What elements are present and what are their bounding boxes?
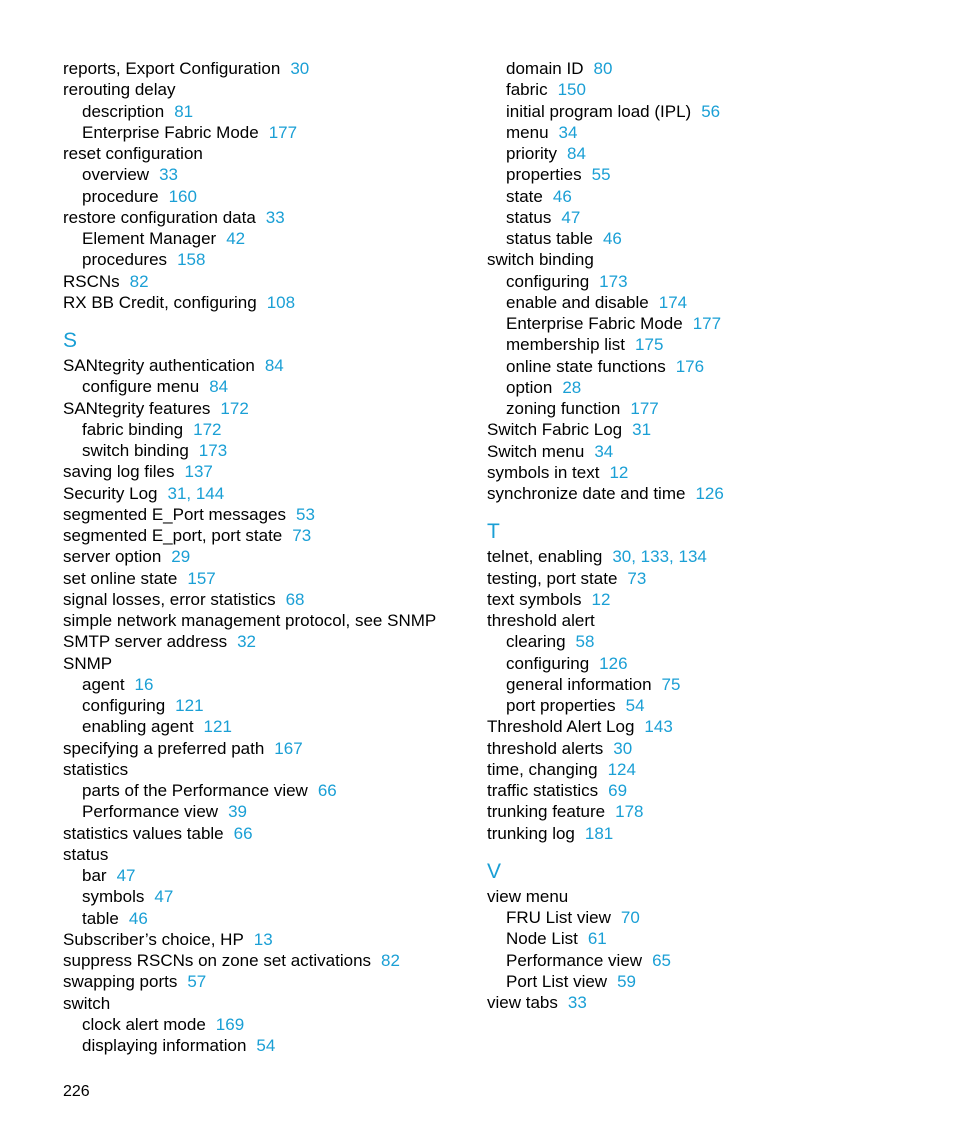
index-subentry bbox=[487, 631, 897, 652]
page-reference-link[interactable]: 61 bbox=[587, 929, 607, 949]
index-subentry bbox=[63, 674, 473, 695]
entry-term: server option bbox=[63, 547, 162, 567]
entry-term: specifying a preferred path bbox=[63, 738, 265, 758]
entry-term: reset configuration bbox=[63, 144, 203, 163]
entry-term: switch binding bbox=[82, 441, 189, 460]
page-reference-link[interactable]: 34 bbox=[558, 122, 578, 142]
page-reference-link[interactable]: 33 bbox=[567, 993, 587, 1012]
page-reference-link[interactable]: 70 bbox=[620, 908, 640, 927]
entry-term: RSCNs bbox=[63, 271, 120, 291]
index-subentry bbox=[63, 780, 473, 801]
entry-term: configuring bbox=[506, 271, 590, 291]
entry-term: enabling agent bbox=[82, 717, 194, 737]
page-reference-link[interactable]: 16 bbox=[134, 674, 154, 694]
page-reference-link[interactable]: 13 bbox=[253, 929, 273, 949]
page-reference-link[interactable]: 29 bbox=[171, 547, 191, 567]
page-reference-link[interactable]: 54 bbox=[625, 696, 645, 715]
index-entry bbox=[487, 568, 897, 589]
page-reference-link[interactable]: 34 bbox=[594, 441, 614, 461]
entry-term: threshold alert bbox=[487, 611, 595, 630]
index-subentry bbox=[487, 313, 897, 334]
entry-term: description bbox=[82, 101, 165, 121]
index-entry bbox=[487, 546, 897, 567]
entry-term: status bbox=[506, 207, 552, 227]
entry-term: restore configuration data bbox=[63, 207, 256, 227]
index-entry bbox=[63, 738, 473, 759]
entry-term: configure menu bbox=[82, 377, 200, 397]
index-entry bbox=[63, 58, 473, 79]
index-entry bbox=[63, 143, 473, 164]
index-entry bbox=[487, 801, 897, 822]
page-reference-link[interactable]: 172 bbox=[220, 398, 249, 418]
entry-term: testing, port state bbox=[487, 568, 618, 588]
page-reference-link[interactable]: 12 bbox=[591, 589, 611, 609]
entry-term: set online state bbox=[63, 568, 178, 588]
index-subentry bbox=[63, 228, 473, 249]
index-subentry bbox=[63, 164, 473, 185]
index-subentry bbox=[63, 440, 473, 461]
entry-term: symbols bbox=[82, 887, 145, 907]
page-reference-link[interactable]: 108 bbox=[266, 292, 296, 312]
entry-term: SANtegrity features bbox=[63, 398, 211, 418]
index-subentry bbox=[63, 865, 473, 886]
index-entry bbox=[63, 546, 473, 567]
entry-term: agent bbox=[82, 674, 125, 694]
entry-term: procedure bbox=[82, 186, 159, 206]
index-subentry bbox=[487, 950, 897, 971]
entry-term: Node List bbox=[506, 929, 578, 949]
page-reference-link[interactable]: 68 bbox=[285, 589, 305, 609]
entry-term: table bbox=[82, 908, 119, 928]
index-entry bbox=[63, 631, 473, 652]
page-reference-link[interactable]: 82 bbox=[381, 951, 400, 970]
page-reference-link[interactable]: 84 bbox=[209, 377, 229, 397]
index-entry bbox=[63, 355, 473, 376]
index-entry bbox=[63, 461, 473, 482]
index-subentry bbox=[487, 79, 897, 100]
index-entry bbox=[63, 525, 473, 546]
index-entry bbox=[487, 716, 897, 737]
page-reference-link[interactable]: 28 bbox=[562, 377, 582, 397]
page-reference-link[interactable]: 33 bbox=[265, 207, 285, 227]
index-entry bbox=[63, 398, 473, 419]
entry-term: enable and disable bbox=[506, 292, 649, 312]
entry-term: telnet, enabling bbox=[487, 547, 603, 567]
entry-term: clearing bbox=[506, 632, 566, 652]
index-subentry bbox=[63, 101, 473, 122]
page-reference-link[interactable]: 53 bbox=[296, 504, 315, 524]
index-subentry bbox=[487, 143, 897, 164]
entry-term: general information bbox=[506, 674, 652, 694]
index-entry bbox=[63, 271, 473, 292]
entry-term: Performance view bbox=[82, 802, 219, 822]
page-reference-link[interactable]: 181 bbox=[584, 823, 614, 843]
page-reference-link[interactable]: 65 bbox=[652, 950, 671, 970]
entry-term: configuring bbox=[506, 653, 590, 673]
entry-term: Performance view bbox=[506, 950, 643, 970]
page-reference-link[interactable]: 66 bbox=[233, 823, 253, 843]
index-entry bbox=[487, 780, 897, 801]
entry-term: state bbox=[506, 186, 543, 206]
page-reference-link[interactable]: 47 bbox=[116, 866, 136, 885]
entry-term: configuring bbox=[82, 696, 166, 715]
page-reference-link[interactable]: 176 bbox=[675, 356, 705, 376]
index-entry bbox=[63, 653, 473, 674]
page-reference-link[interactable]: 81 bbox=[174, 101, 194, 121]
index-column-right bbox=[487, 58, 897, 1013]
index-subentry bbox=[487, 122, 897, 143]
index-subentry bbox=[487, 101, 897, 122]
index-subentry bbox=[63, 419, 473, 440]
page-reference-link[interactable]: 73 bbox=[627, 568, 647, 588]
index-entry bbox=[63, 950, 473, 971]
page-reference-link[interactable]: 39 bbox=[228, 802, 247, 822]
index-subentry bbox=[487, 334, 897, 355]
entry-term: initial program load (IPL) bbox=[506, 101, 692, 121]
page-reference-link[interactable]: 124 bbox=[607, 759, 636, 779]
section-letter: T bbox=[487, 520, 500, 544]
index-entry bbox=[487, 610, 897, 631]
page-reference-link[interactable]: 121 bbox=[175, 696, 204, 715]
section-letter: V bbox=[487, 859, 502, 883]
entry-term: switch bbox=[63, 993, 111, 1013]
index-subentry bbox=[63, 1014, 473, 1035]
page-reference-link[interactable]: 57 bbox=[187, 972, 207, 992]
entry-term: Enterprise Fabric Mode bbox=[82, 122, 259, 142]
page-reference-link[interactable]: 12 bbox=[609, 462, 629, 482]
index-subentry bbox=[487, 907, 897, 928]
index-entry bbox=[63, 589, 473, 610]
page-reference-link[interactable]: 46 bbox=[552, 186, 572, 206]
index-subentry bbox=[487, 207, 897, 228]
index-entry bbox=[63, 759, 473, 780]
index-entry bbox=[487, 992, 897, 1013]
page-reference-link[interactable]: 30 bbox=[290, 59, 310, 78]
entry-term: suppress RSCNs on zone set activations bbox=[63, 951, 372, 970]
index-subentry bbox=[487, 971, 897, 992]
page-reference-link[interactable]: 137 bbox=[184, 462, 213, 482]
entry-term: segmented E_Port messages bbox=[63, 504, 287, 524]
index-entry bbox=[63, 292, 473, 313]
entry-term: text symbols bbox=[487, 589, 582, 609]
index-entry bbox=[487, 483, 897, 504]
entry-term: segmented E_port, port state bbox=[63, 526, 283, 545]
index-subentry bbox=[487, 228, 897, 249]
index-entry bbox=[63, 929, 473, 950]
page-reference-link[interactable]: 56 bbox=[701, 101, 721, 121]
index-subentry bbox=[487, 186, 897, 207]
entry-term: switch binding bbox=[487, 250, 594, 270]
index-entry bbox=[487, 759, 897, 780]
entry-term: view tabs bbox=[487, 993, 558, 1012]
index-subentry bbox=[487, 356, 897, 377]
page-reference-link[interactable]: 66 bbox=[317, 781, 337, 800]
index-entry bbox=[63, 610, 473, 631]
page-reference-link[interactable]: 55 bbox=[591, 165, 611, 185]
index-subentry bbox=[63, 1035, 473, 1056]
entry-term: Security Log bbox=[63, 483, 158, 503]
page-reference-link[interactable]: 84 bbox=[264, 356, 284, 375]
entry-term: Enterprise Fabric Mode bbox=[506, 314, 683, 333]
page-reference-link[interactable]: 173 bbox=[198, 441, 228, 460]
page-reference-link[interactable]: 46 bbox=[602, 229, 622, 248]
index-entry bbox=[63, 568, 473, 589]
index-subentry bbox=[63, 908, 473, 929]
page-reference-link[interactable]: 177 bbox=[692, 314, 722, 333]
entry-term: membership list bbox=[506, 335, 626, 355]
index-subentry bbox=[487, 58, 897, 79]
entry-term: online state functions bbox=[506, 356, 666, 376]
page-reference-link[interactable]: 31, 144 bbox=[167, 483, 225, 503]
page-reference-link[interactable]: 32 bbox=[237, 632, 256, 652]
entry-term: option bbox=[506, 377, 553, 397]
page-reference-link[interactable]: 58 bbox=[575, 632, 595, 652]
index-subentry bbox=[487, 695, 897, 716]
entry-term: SANtegrity authentication bbox=[63, 356, 255, 375]
entry-term: Subscriber’s choice, HP bbox=[63, 929, 244, 949]
page-reference-link[interactable]: 73 bbox=[292, 526, 312, 545]
entry-term: fabric binding bbox=[82, 419, 184, 439]
index-entry bbox=[487, 589, 897, 610]
index-subentry bbox=[63, 122, 473, 143]
index-entry bbox=[487, 462, 897, 483]
page-reference-link[interactable]: 172 bbox=[193, 419, 222, 439]
index-subentry bbox=[487, 928, 897, 949]
entry-term: displaying information bbox=[82, 1036, 247, 1055]
page-reference-link[interactable]: 173 bbox=[599, 271, 628, 291]
entry-term: domain ID bbox=[506, 59, 584, 78]
index-subentry bbox=[487, 164, 897, 185]
index-subentry bbox=[63, 716, 473, 737]
page-reference-link[interactable]: 42 bbox=[226, 229, 246, 248]
entry-term: parts of the Performance view bbox=[82, 781, 308, 800]
entry-term: procedures bbox=[82, 250, 168, 270]
page-reference-link[interactable]: 121 bbox=[203, 717, 232, 737]
entry-term: FRU List view bbox=[506, 908, 611, 927]
index-subentry bbox=[63, 886, 473, 907]
index-entry bbox=[487, 249, 897, 270]
page-reference-link[interactable]: 33 bbox=[159, 165, 179, 185]
index-entry bbox=[63, 79, 473, 100]
entry-term: Switch menu bbox=[487, 441, 585, 461]
index-subentry bbox=[63, 376, 473, 397]
page-reference-link[interactable]: 167 bbox=[274, 738, 303, 758]
page-reference-link[interactable]: 143 bbox=[644, 717, 673, 737]
index-column-left bbox=[63, 58, 473, 1056]
index-subentry bbox=[487, 398, 897, 419]
entry-term: rerouting delay bbox=[63, 80, 176, 100]
index-subentry bbox=[487, 653, 897, 674]
page-reference-link[interactable]: 157 bbox=[187, 568, 216, 588]
entry-term: traffic statistics bbox=[487, 781, 599, 800]
entry-term: synchronize date and time bbox=[487, 484, 686, 503]
page-reference-link[interactable]: 59 bbox=[617, 971, 637, 991]
page-reference-link[interactable]: 69 bbox=[608, 781, 628, 800]
entry-term: saving log files bbox=[63, 462, 175, 482]
entry-term: statistics bbox=[63, 759, 129, 779]
index-subentry bbox=[487, 674, 897, 695]
entry-term: bar bbox=[82, 866, 107, 885]
entry-term: swapping ports bbox=[63, 972, 178, 992]
page-reference-link[interactable]: 150 bbox=[557, 80, 586, 100]
section-letter: S bbox=[63, 329, 78, 352]
index-subentry bbox=[487, 271, 897, 292]
entry-term: menu bbox=[506, 122, 549, 142]
page-reference-link[interactable]: 47 bbox=[561, 207, 581, 227]
index-entry bbox=[487, 823, 897, 844]
entry-term: Element Manager bbox=[82, 229, 217, 248]
index-entry bbox=[63, 504, 473, 525]
page-reference-link[interactable]: 75 bbox=[661, 674, 681, 694]
entry-term: port properties bbox=[506, 696, 616, 715]
index-subentry bbox=[487, 292, 897, 313]
page-reference-link[interactable]: 158 bbox=[177, 250, 206, 270]
entry-term: priority bbox=[506, 144, 558, 163]
entry-term: time, changing bbox=[487, 759, 598, 779]
index-subentry bbox=[63, 249, 473, 270]
page-reference-link[interactable]: 126 bbox=[695, 484, 724, 503]
index-entry bbox=[63, 207, 473, 228]
page-reference-link[interactable]: 177 bbox=[630, 399, 659, 418]
entry-term: fabric bbox=[506, 80, 548, 100]
index-entry bbox=[487, 738, 897, 759]
entry-term: reports, Export Configuration bbox=[63, 59, 281, 78]
entry-term: properties bbox=[506, 165, 582, 185]
entry-term: signal losses, error statistics bbox=[63, 589, 276, 609]
page-reference-link[interactable]: 54 bbox=[256, 1036, 276, 1055]
entry-term: trunking log bbox=[487, 823, 575, 843]
page-reference-link[interactable]: 80 bbox=[593, 59, 613, 78]
index-subentry bbox=[487, 377, 897, 398]
page-reference-link[interactable]: 47 bbox=[154, 887, 174, 907]
entry-term: overview bbox=[82, 165, 150, 185]
page-reference-link[interactable]: 169 bbox=[215, 1014, 245, 1034]
entry-term: symbols in text bbox=[487, 462, 600, 482]
entry-term: Switch Fabric Log bbox=[487, 420, 623, 440]
entry-term: RX BB Credit, configuring bbox=[63, 292, 257, 312]
index-entry bbox=[63, 823, 473, 844]
page-reference-link[interactable]: 30, 133, 134 bbox=[612, 547, 707, 567]
page-reference-link[interactable]: 82 bbox=[129, 271, 149, 291]
entry-term: SMTP server address bbox=[63, 632, 228, 652]
entry-term: simple network management protocol, see SNMP bbox=[63, 611, 437, 630]
entry-term: Threshold Alert Log bbox=[487, 717, 635, 737]
entry-term: statistics values table bbox=[63, 823, 224, 843]
page-reference-link[interactable]: 84 bbox=[567, 144, 586, 163]
entry-term: Port List view bbox=[506, 971, 608, 991]
page-reference-link[interactable]: 31 bbox=[632, 420, 652, 440]
page-reference-link[interactable]: 175 bbox=[635, 335, 664, 355]
entry-term: trunking feature bbox=[487, 802, 606, 822]
page-reference-link[interactable]: 30 bbox=[613, 738, 633, 758]
index-entry bbox=[63, 844, 473, 865]
index-subentry bbox=[63, 695, 473, 716]
page-number: 226 bbox=[63, 1083, 90, 1100]
index-entry bbox=[63, 971, 473, 992]
index-entry bbox=[487, 886, 897, 907]
page-reference-link[interactable]: 174 bbox=[658, 292, 688, 312]
entry-term: clock alert mode bbox=[82, 1014, 206, 1034]
page-reference-link[interactable]: 126 bbox=[599, 653, 628, 673]
entry-term: zoning function bbox=[506, 399, 621, 418]
index-entry bbox=[487, 441, 897, 462]
entry-term: SNMP bbox=[63, 653, 113, 673]
index-entry bbox=[487, 419, 897, 440]
index-entry bbox=[63, 993, 473, 1014]
entry-term: view menu bbox=[487, 886, 569, 906]
index-entry bbox=[63, 483, 473, 504]
page-reference-link[interactable]: 177 bbox=[268, 122, 298, 142]
entry-term: status table bbox=[506, 229, 593, 248]
entry-term: status bbox=[63, 844, 109, 864]
page-reference-link[interactable]: 46 bbox=[128, 908, 148, 928]
page-reference-link[interactable]: 160 bbox=[168, 186, 197, 206]
entry-term: threshold alerts bbox=[487, 738, 604, 758]
index-subentry bbox=[63, 186, 473, 207]
page-reference-link[interactable]: 178 bbox=[615, 802, 644, 822]
index-subentry bbox=[63, 801, 473, 822]
